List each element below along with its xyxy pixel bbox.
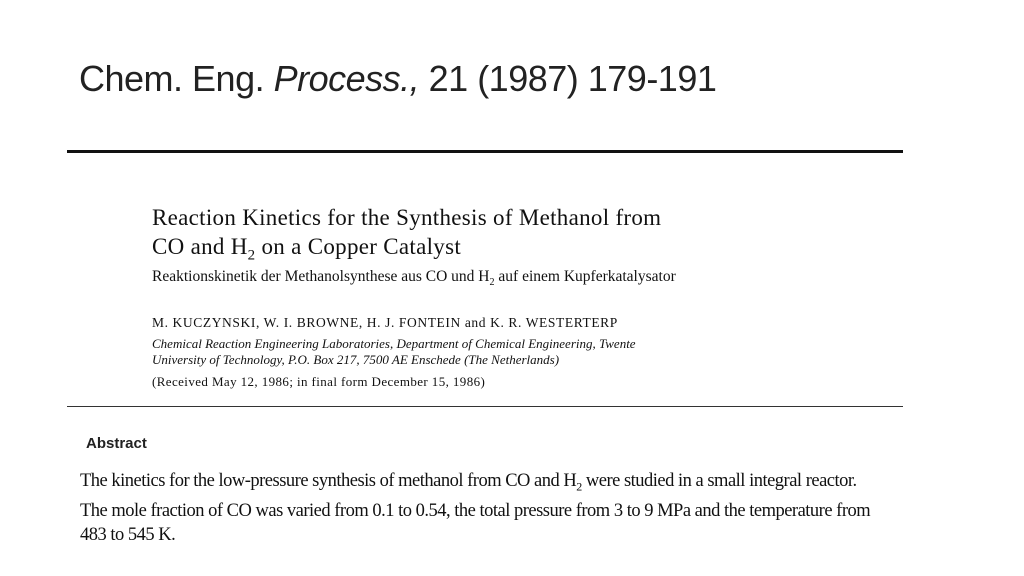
abstract-line-1 — [80, 469, 930, 499]
affiliation-line-1: Chemical Reaction Engineering Laboratories, Department of Chemical Engineering, Twente — [152, 336, 636, 351]
title-journal-italic: Process., — [273, 58, 420, 99]
paper-title-line-1: Reaction Kinetics for the Synthesis of Methanol from — [152, 205, 662, 230]
abstract-line-1-b: were studied in a small integral reactor. — [581, 471, 857, 491]
abstract-heading: Abstract — [86, 435, 147, 452]
paper-title-line-2 — [152, 232, 912, 271]
authors: M. KUCZYNSKI, W. I. BROWNE, H. J. FONTEIN and K. R. WESTERTERP — [152, 315, 618, 330]
paper-subtitle — [152, 268, 912, 288]
received-dates: (Received May 12, 1986; in final form December 15, 1986) — [152, 374, 486, 389]
paper-title — [152, 203, 912, 271]
abstract-text — [80, 469, 930, 547]
top-divider — [67, 150, 903, 153]
paper-title-line-2-a: CO and H — [152, 234, 248, 259]
paper-subtitle-a: Reaktionskinetik der Methanolsynthese aus CO und H — [152, 268, 490, 285]
title-journal: Chem. Eng. — [79, 58, 274, 99]
bottom-divider — [67, 406, 903, 407]
title-citation: 21 (1987) 179-191 — [419, 58, 717, 99]
slide-title — [79, 58, 716, 100]
paper-title-line-2-sub: 2 — [247, 247, 256, 264]
abstract-line-2: The mole fraction of CO was varied from 0.1 to 0.54, the total pressure from 3 to 9 MPa and the temperature from — [80, 500, 871, 521]
abstract-line-1-a: The kinetics for the low-pressure synthesis of methanol from CO and H — [80, 471, 577, 491]
abstract-line-1-sub: 2 — [576, 479, 582, 494]
affiliation-line-2: University of Technology, P.O. Box 217, 7500 AE Enschede (The Netherlands) — [152, 352, 560, 367]
abstract-line-3: 483 to 545 K. — [80, 524, 176, 545]
paper-subtitle-sub: 2 — [489, 277, 495, 289]
paper-subtitle-b: auf einem Kupferkatalysator — [494, 268, 676, 285]
paper-title-line-2-b: on a Copper Catalyst — [255, 234, 462, 259]
affiliation — [152, 336, 852, 368]
